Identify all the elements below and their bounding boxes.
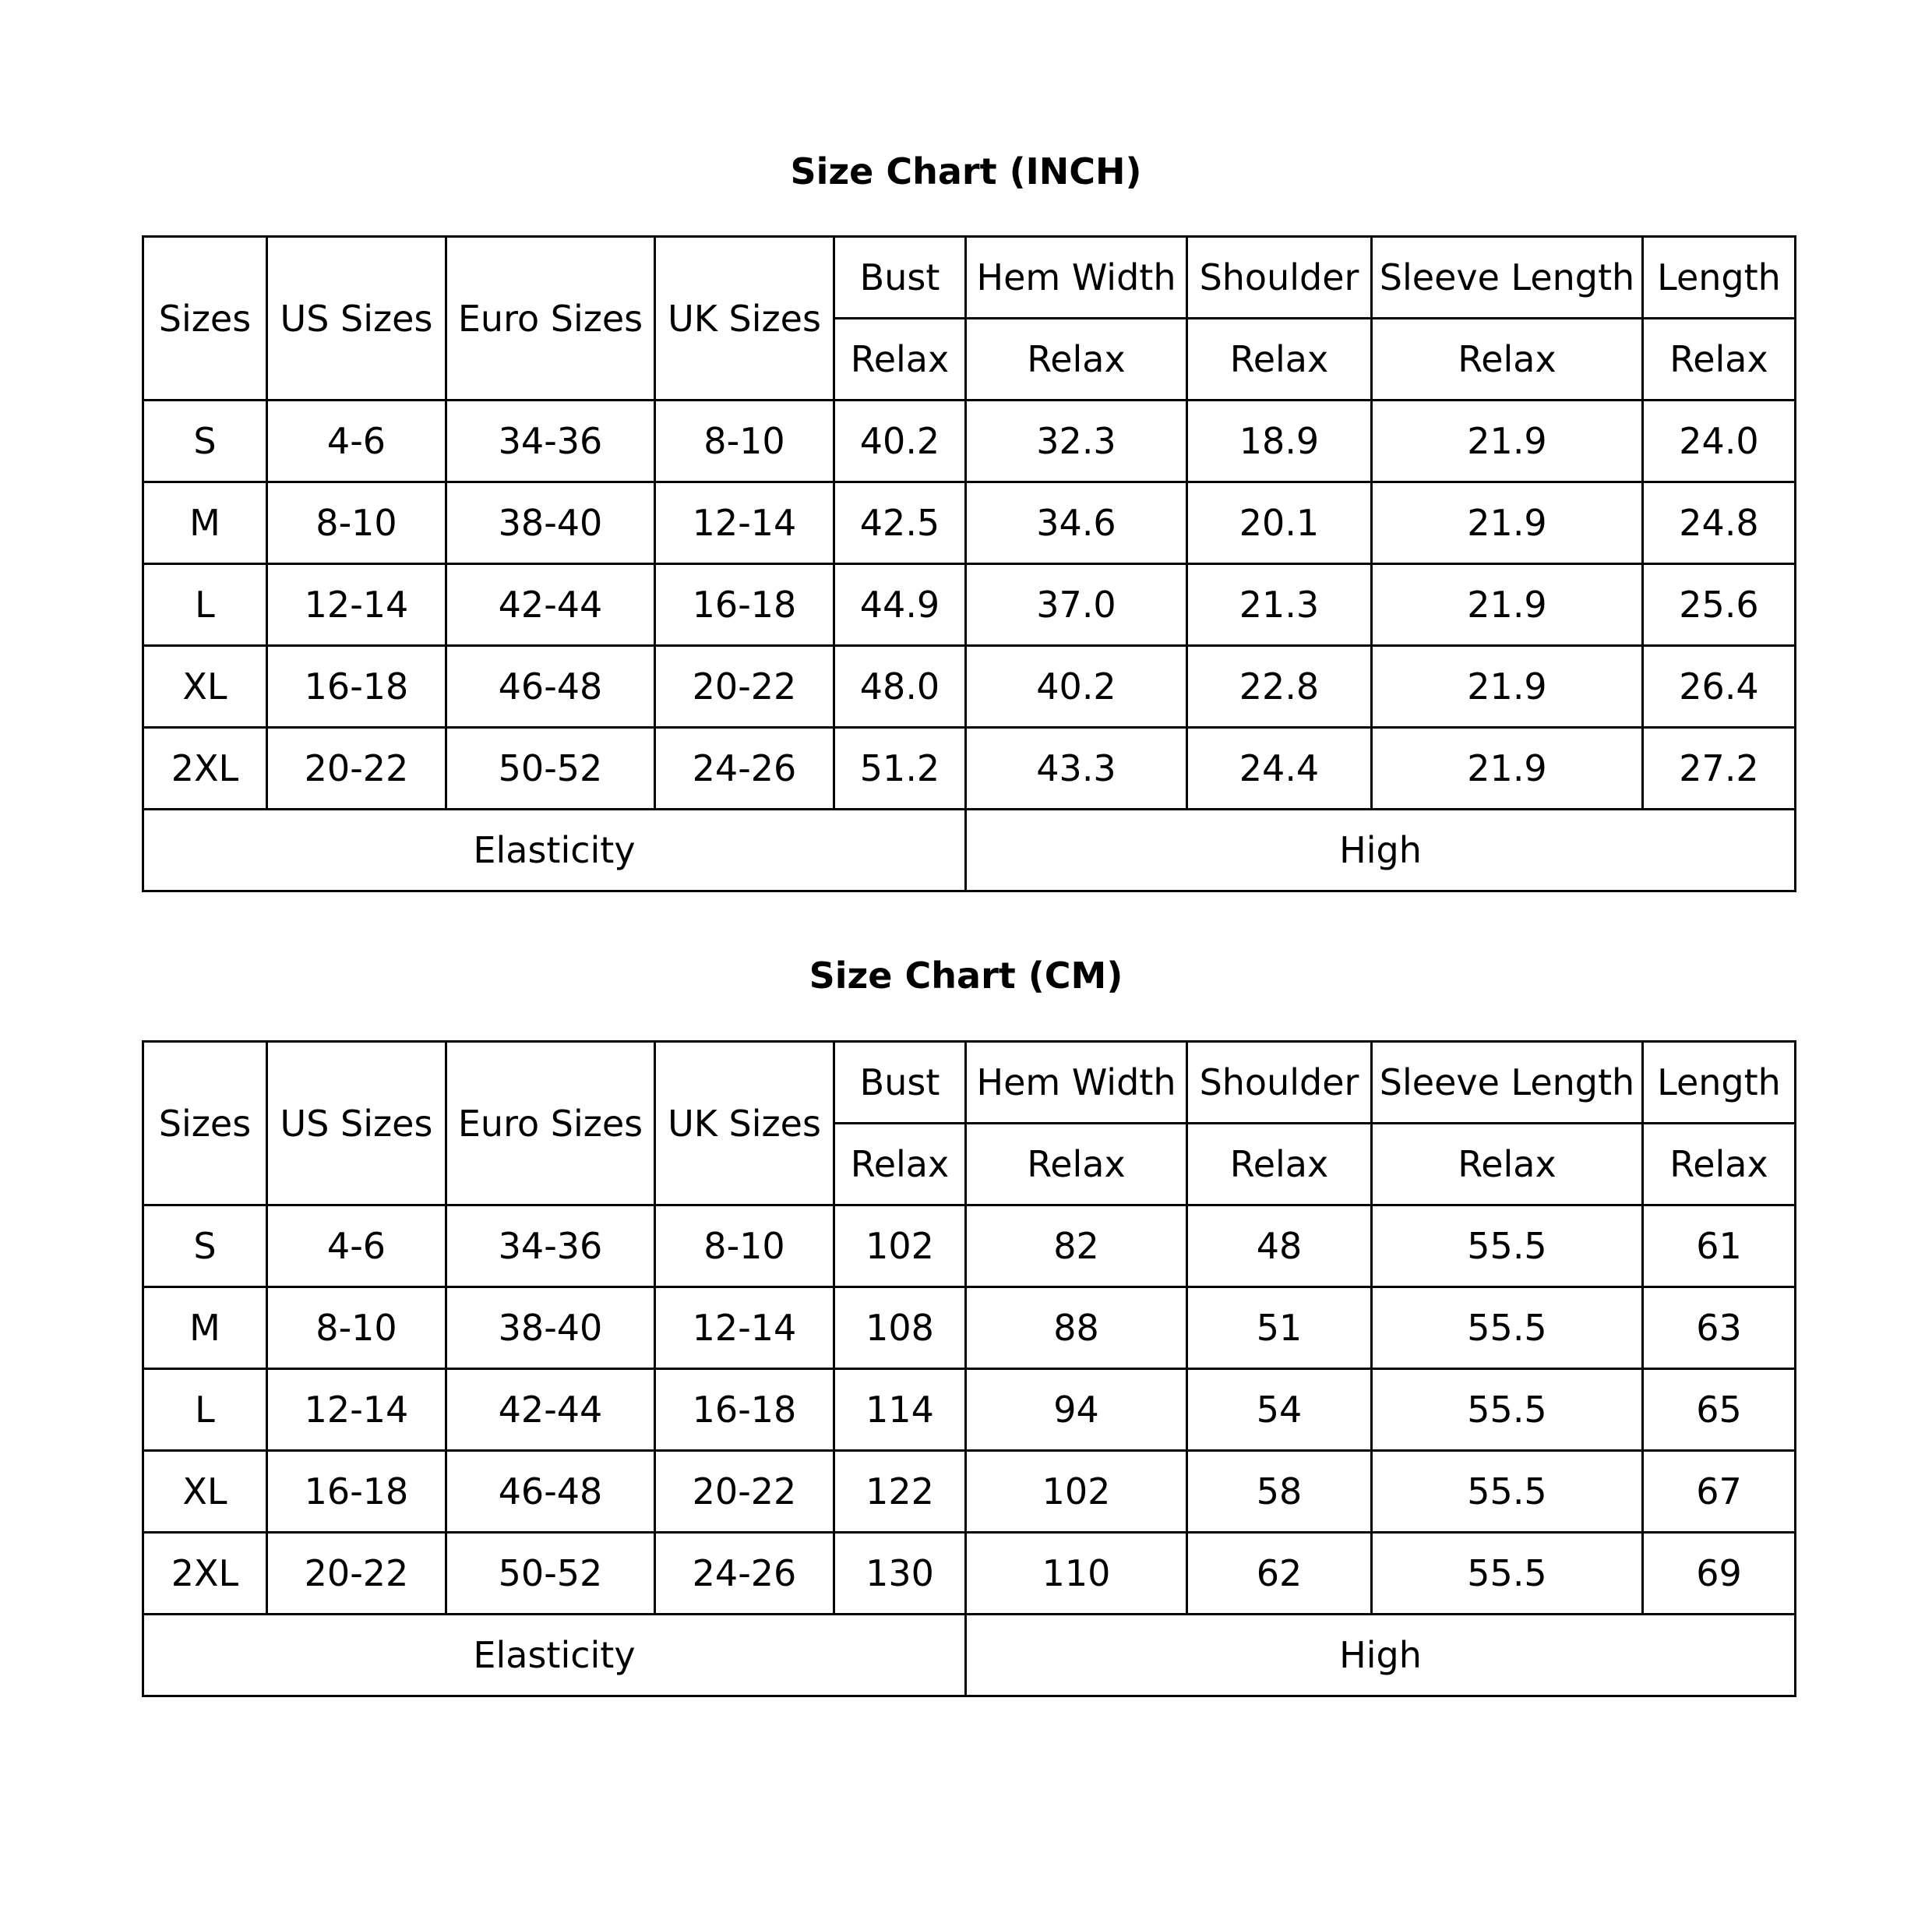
cell-size: S — [143, 1205, 267, 1287]
subheader-relax: Relax — [966, 1124, 1187, 1205]
header-sizes: Sizes — [143, 1042, 267, 1205]
cell-euro-size: 42-44 — [446, 1369, 655, 1451]
header-bust: Bust — [834, 237, 966, 319]
cell-hem-width: 34.6 — [966, 482, 1187, 564]
cell-bust: 44.9 — [834, 564, 966, 646]
cell-uk-size: 8-10 — [655, 401, 834, 482]
cell-uk-size: 20-22 — [655, 1451, 834, 1533]
cell-size: S — [143, 401, 267, 482]
elasticity-value: High — [966, 1615, 1796, 1696]
cell-euro-size: 46-48 — [446, 1451, 655, 1533]
header-row — [143, 1042, 1796, 1124]
cell-size: XL — [143, 1451, 267, 1533]
header-length: Length — [1643, 237, 1796, 319]
cell-hem-width: 102 — [966, 1451, 1187, 1533]
header-sizes: Sizes — [143, 237, 267, 401]
cell-bust: 48.0 — [834, 646, 966, 728]
header-us-sizes: US Sizes — [267, 237, 446, 401]
cell-length: 65 — [1643, 1369, 1796, 1451]
cell-hem-width: 110 — [966, 1533, 1187, 1615]
cell-hem-width: 88 — [966, 1287, 1187, 1369]
cell-shoulder: 21.3 — [1187, 564, 1372, 646]
cell-euro-size: 46-48 — [446, 646, 655, 728]
cell-uk-size: 24-26 — [655, 1533, 834, 1615]
cell-shoulder: 54 — [1187, 1369, 1372, 1451]
cell-euro-size: 38-40 — [446, 482, 655, 564]
header-sleeve-length: Sleeve Length — [1372, 1042, 1643, 1124]
header-row — [143, 237, 1796, 319]
cell-size: 2XL — [143, 728, 267, 810]
cell-hem-width: 37.0 — [966, 564, 1187, 646]
cell-sleeve-length: 21.9 — [1372, 482, 1643, 564]
cell-uk-size: 12-14 — [655, 482, 834, 564]
subheader-relax: Relax — [834, 319, 966, 401]
subheader-relax: Relax — [1187, 1124, 1372, 1205]
elasticity-value: High — [966, 810, 1796, 891]
table-row — [143, 1369, 1796, 1451]
cell-length: 67 — [1643, 1451, 1796, 1533]
cell-length: 25.6 — [1643, 564, 1796, 646]
header-bust: Bust — [834, 1042, 966, 1124]
cell-size: L — [143, 564, 267, 646]
cell-sleeve-length: 55.5 — [1372, 1533, 1643, 1615]
cell-sleeve-length: 21.9 — [1372, 401, 1643, 482]
cell-shoulder: 48 — [1187, 1205, 1372, 1287]
cell-length: 63 — [1643, 1287, 1796, 1369]
subheader-relax: Relax — [1187, 319, 1372, 401]
cell-us-size: 16-18 — [267, 646, 446, 728]
subheader-relax: Relax — [1643, 319, 1796, 401]
cell-length: 24.0 — [1643, 401, 1796, 482]
header-euro-sizes: Euro Sizes — [446, 1042, 655, 1205]
cell-shoulder: 20.1 — [1187, 482, 1372, 564]
header-uk-sizes: UK Sizes — [655, 237, 834, 401]
elasticity-label: Elasticity — [143, 810, 966, 891]
cell-euro-size: 34-36 — [446, 401, 655, 482]
header-sleeve-length: Sleeve Length — [1372, 237, 1643, 319]
cell-bust: 114 — [834, 1369, 966, 1451]
cell-shoulder: 62 — [1187, 1533, 1372, 1615]
header-shoulder: Shoulder — [1187, 1042, 1372, 1124]
cell-bust: 122 — [834, 1451, 966, 1533]
cell-bust: 102 — [834, 1205, 966, 1287]
cell-hem-width: 40.2 — [966, 646, 1187, 728]
table-row — [143, 1533, 1796, 1615]
cell-length: 27.2 — [1643, 728, 1796, 810]
cell-sleeve-length: 55.5 — [1372, 1287, 1643, 1369]
inch-size-table — [142, 235, 1796, 892]
cell-uk-size: 20-22 — [655, 646, 834, 728]
table-row — [143, 401, 1796, 482]
cell-sleeve-length: 55.5 — [1372, 1205, 1643, 1287]
table-row — [143, 1287, 1796, 1369]
cell-size: 2XL — [143, 1533, 267, 1615]
cell-bust: 42.5 — [834, 482, 966, 564]
table-row — [143, 728, 1796, 810]
cell-bust: 130 — [834, 1533, 966, 1615]
cell-size: M — [143, 1287, 267, 1369]
header-hem-width: Hem Width — [966, 237, 1187, 319]
cell-us-size: 8-10 — [267, 1287, 446, 1369]
cell-size: L — [143, 1369, 267, 1451]
cell-euro-size: 50-52 — [446, 728, 655, 810]
subheader-relax: Relax — [834, 1124, 966, 1205]
cell-size: XL — [143, 646, 267, 728]
cell-length: 24.8 — [1643, 482, 1796, 564]
cell-hem-width: 32.3 — [966, 401, 1187, 482]
cell-hem-width: 94 — [966, 1369, 1187, 1451]
cell-size: M — [143, 482, 267, 564]
cell-length: 69 — [1643, 1533, 1796, 1615]
cm-chart-title: Size Chart (CM) — [809, 955, 1123, 997]
header-us-sizes: US Sizes — [267, 1042, 446, 1205]
cell-sleeve-length: 21.9 — [1372, 646, 1643, 728]
cell-shoulder: 22.8 — [1187, 646, 1372, 728]
elasticity-label: Elasticity — [143, 1615, 966, 1696]
cell-length: 61 — [1643, 1205, 1796, 1287]
cell-bust: 108 — [834, 1287, 966, 1369]
header-length: Length — [1643, 1042, 1796, 1124]
cell-uk-size: 24-26 — [655, 728, 834, 810]
cell-bust: 40.2 — [834, 401, 966, 482]
subheader-relax: Relax — [966, 319, 1187, 401]
cell-sleeve-length: 21.9 — [1372, 564, 1643, 646]
cell-sleeve-length: 55.5 — [1372, 1369, 1643, 1451]
cell-shoulder: 24.4 — [1187, 728, 1372, 810]
cm-data-rows — [143, 1205, 1796, 1615]
table-row — [143, 1205, 1796, 1287]
table-row — [143, 564, 1796, 646]
header-shoulder: Shoulder — [1187, 237, 1372, 319]
header-hem-width: Hem Width — [966, 1042, 1187, 1124]
cell-us-size: 16-18 — [267, 1451, 446, 1533]
inch-data-rows — [143, 401, 1796, 810]
footer-row — [143, 810, 1796, 891]
cell-hem-width: 43.3 — [966, 728, 1187, 810]
cell-us-size: 12-14 — [267, 564, 446, 646]
cm-size-table — [142, 1040, 1796, 1697]
header-uk-sizes: UK Sizes — [655, 1042, 834, 1205]
cell-euro-size: 42-44 — [446, 564, 655, 646]
footer-row — [143, 1615, 1796, 1696]
cell-us-size: 4-6 — [267, 401, 446, 482]
cell-uk-size: 16-18 — [655, 564, 834, 646]
cell-us-size: 20-22 — [267, 728, 446, 810]
table-row — [143, 646, 1796, 728]
cell-length: 26.4 — [1643, 646, 1796, 728]
header-euro-sizes: Euro Sizes — [446, 237, 655, 401]
cell-uk-size: 16-18 — [655, 1369, 834, 1451]
cell-sleeve-length: 55.5 — [1372, 1451, 1643, 1533]
cell-us-size: 12-14 — [267, 1369, 446, 1451]
cell-sleeve-length: 21.9 — [1372, 728, 1643, 810]
cell-us-size: 8-10 — [267, 482, 446, 564]
subheader-relax: Relax — [1643, 1124, 1796, 1205]
table-row — [143, 482, 1796, 564]
cell-euro-size: 50-52 — [446, 1533, 655, 1615]
cell-uk-size: 8-10 — [655, 1205, 834, 1287]
cell-euro-size: 34-36 — [446, 1205, 655, 1287]
cell-us-size: 20-22 — [267, 1533, 446, 1615]
cell-euro-size: 38-40 — [446, 1287, 655, 1369]
table-row — [143, 1451, 1796, 1533]
cell-hem-width: 82 — [966, 1205, 1187, 1287]
cell-shoulder: 58 — [1187, 1451, 1372, 1533]
subheader-relax: Relax — [1372, 1124, 1643, 1205]
cell-us-size: 4-6 — [267, 1205, 446, 1287]
cell-shoulder: 18.9 — [1187, 401, 1372, 482]
subheader-relax: Relax — [1372, 319, 1643, 401]
cell-shoulder: 51 — [1187, 1287, 1372, 1369]
cell-uk-size: 12-14 — [655, 1287, 834, 1369]
inch-chart-title: Size Chart (INCH) — [790, 150, 1142, 192]
cell-bust: 51.2 — [834, 728, 966, 810]
